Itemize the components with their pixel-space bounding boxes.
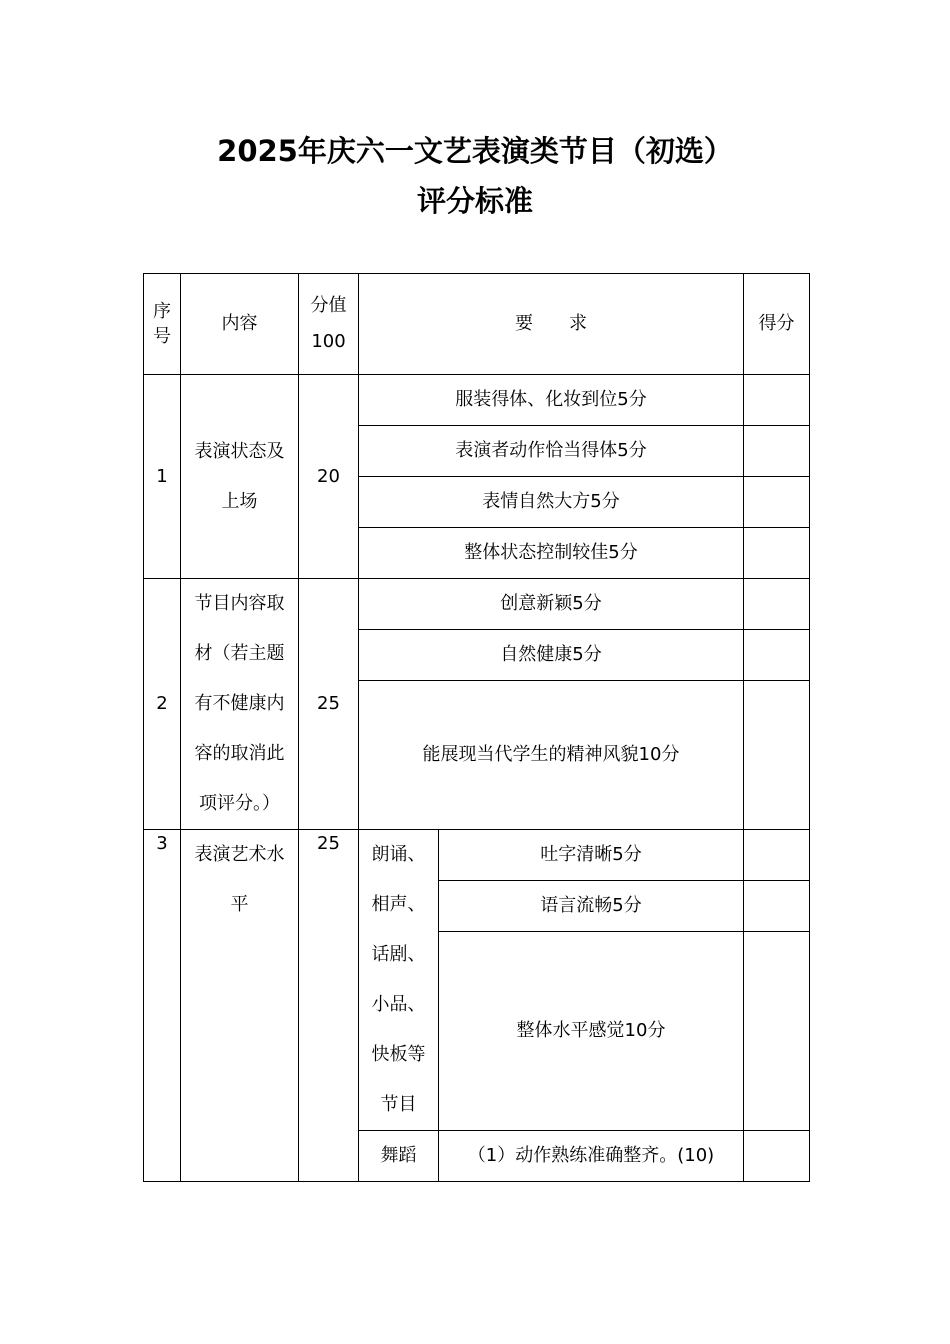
row1-content [181,375,299,579]
row2-content [181,579,299,830]
header-req-part1: 要 [515,313,533,334]
row1-score-cell[interactable] [744,477,810,528]
scoring-table [143,273,810,1182]
row3-category-line: 话剧、 [371,944,426,965]
header-seq-line1: 序 [153,301,171,322]
header-score-line1: 分值 [310,295,347,316]
row3-category [359,830,439,1131]
row3-seq: 3 [144,830,181,1182]
row2-score-cell[interactable] [744,681,810,830]
row1-content-line: 上场 [221,490,258,512]
row1-requirement: 表情自然大方5分 [359,477,744,528]
row3-content-line: 表演艺术水 [194,844,285,865]
row2-content-line: 项评分。） [199,793,280,814]
row3-score-cell[interactable] [744,830,810,881]
row3-requirement: 整体水平感觉10分 [439,932,744,1131]
row2-content-line: 材（若主题 [194,643,285,664]
row3-category-line: 快板等 [371,1044,426,1065]
row1-seq: 1 [144,375,181,579]
row3-content-line: 平 [230,894,249,915]
row3-category-line: 朗诵、 [371,844,426,865]
header-score-line2: 100 [311,331,346,352]
table-header-row [144,274,810,375]
row2-content-line: 有不健康内 [194,693,285,714]
row3-category-dance: 舞蹈 [359,1131,439,1182]
row3-requirement: （1）动作熟练准确整齐。(10) [439,1131,744,1182]
row2-content-line: 节目内容取 [194,593,285,614]
row2-score-cell[interactable] [744,579,810,630]
row3-requirement: 吐字清晰5分 [439,830,744,881]
row3-score-cell[interactable] [744,932,810,1131]
header-score [299,274,359,375]
row1-score: 20 [299,375,359,579]
header-content: 内容 [181,274,299,375]
row1-score-cell[interactable] [744,426,810,477]
page-title: 2025年庆六一文艺表演类节目（初选） [217,134,733,168]
header-seq [144,274,181,375]
row1-requirement: 服装得体、化妆到位5分 [359,375,744,426]
row3-score: 25 [299,830,359,1182]
header-req-part2: 求 [569,313,587,334]
row3-score-cell[interactable] [744,1131,810,1182]
row2-requirement: 自然健康5分 [359,630,744,681]
row2-requirement: 创意新颖5分 [359,579,744,630]
table-row [144,579,810,630]
row3-category-line: 小品、 [371,994,426,1015]
table-row [144,375,810,426]
row1-content-line: 表演状态及 [194,440,285,462]
row2-score-cell[interactable] [744,630,810,681]
row1-requirement: 表演者动作恰当得体5分 [359,426,744,477]
row3-requirement: 语言流畅5分 [439,881,744,932]
header-seq-line2: 号 [153,326,171,347]
row1-requirement: 整体状态控制较佳5分 [359,528,744,579]
row1-score-cell[interactable] [744,528,810,579]
page-subtitle: 评分标准 [416,184,533,218]
row2-content-line: 容的取消此 [194,743,285,764]
header-obtained: 得分 [744,274,810,375]
table-row [144,830,810,881]
row3-category-line: 相声、 [371,894,426,915]
row3-content [181,830,299,1182]
row2-requirement: 能展现当代学生的精神风貌10分 [359,681,744,830]
row2-seq: 2 [144,579,181,830]
row3-score-cell[interactable] [744,881,810,932]
row2-score: 25 [299,579,359,830]
row3-category-line: 节目 [380,1094,417,1115]
header-requirements [359,274,744,375]
row1-score-cell[interactable] [744,375,810,426]
